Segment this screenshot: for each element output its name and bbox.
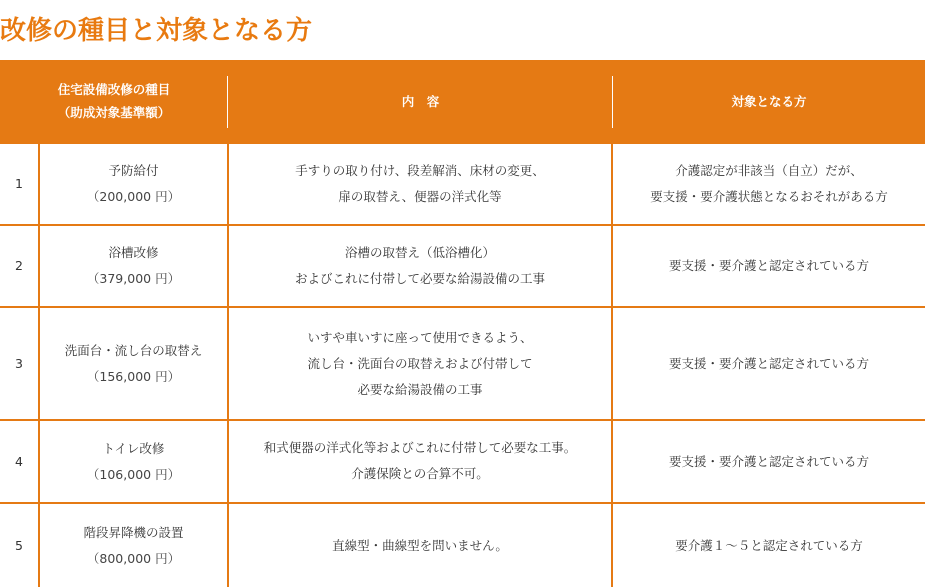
row-kind-name: 浴槽改修	[108, 245, 159, 260]
table-row	[0, 504, 925, 587]
row-target-line: 要支援・要介護状態となるおそれがある方	[650, 189, 888, 204]
row-kind	[40, 421, 227, 502]
row-number	[0, 226, 38, 306]
row-content	[229, 308, 611, 419]
table-row	[0, 144, 925, 224]
row-kind-name: 予防給付	[108, 163, 159, 178]
row-target-line: 介護認定が非該当（自立）だが、	[675, 163, 863, 178]
header-kind-line1: 住宅設備改修の種目	[57, 82, 171, 97]
row-target	[613, 144, 925, 224]
table-header	[0, 60, 925, 142]
row-kind	[40, 504, 227, 587]
row-content-line: 手すりの取り付け、段差解消、床材の変更、	[295, 163, 545, 178]
table-row	[0, 226, 925, 306]
row-target	[613, 421, 925, 502]
row-content	[229, 144, 611, 224]
row-number-text: 4	[15, 453, 23, 469]
renovation-table	[0, 60, 925, 587]
row-target	[613, 226, 925, 306]
header-content-label: 内 容	[401, 93, 440, 109]
row-number	[0, 421, 38, 502]
page-title: 改修の種目と対象となる方	[0, 16, 313, 46]
row-target-line: 要介護１～５と認定されている方	[675, 537, 863, 553]
row-kind	[40, 308, 227, 419]
row-content-line: 流し台・洗面台の取替えおよび付帯して	[307, 355, 533, 371]
row-kind-price: （800,000 円）	[86, 550, 181, 566]
row-kind-price: （156,000 円）	[86, 368, 181, 384]
table-row	[0, 308, 925, 419]
row-target-line: 要支援・要介護と認定されている方	[668, 453, 869, 469]
row-kind	[40, 144, 227, 224]
table-row	[0, 421, 925, 502]
row-kind-name: 階段昇降機の設置	[83, 524, 184, 540]
row-kind-name: 洗面台・流し台の取替え	[64, 342, 203, 358]
row-kind-price: （106,000 円）	[86, 466, 181, 482]
row-number-text: 3	[15, 355, 23, 371]
row-kind-price: （200,000 円）	[86, 189, 181, 204]
row-target-line: 要支援・要介護と認定されている方	[668, 355, 869, 371]
row-content-line: 必要な給湯設備の工事	[357, 381, 483, 397]
row-target-line: 要支援・要介護と認定されている方	[668, 258, 869, 273]
row-content-line: およびこれに付帯して必要な給湯設備の工事	[294, 271, 545, 286]
row-content-line: 介護保険との合算不可。	[351, 466, 489, 481]
row-content-line: 和式便器の洋式化等およびこれに付帯して必要な工事。	[263, 440, 577, 455]
row-content-line: 直線型・曲線型を問いません。	[332, 537, 508, 553]
row-content-line: 浴槽の取替え（低浴槽化）	[344, 245, 495, 260]
row-number-text: 5	[15, 537, 23, 553]
header-target	[613, 60, 925, 142]
row-content	[229, 421, 611, 502]
row-kind	[40, 226, 227, 306]
row-content-line: 扉の取替え、便器の洋式化等	[338, 189, 502, 204]
header-target-label: 対象となる方	[731, 93, 807, 109]
row-content	[229, 504, 611, 587]
row-content	[229, 226, 611, 306]
row-number	[0, 144, 38, 224]
row-number	[0, 308, 38, 419]
row-number	[0, 504, 38, 587]
row-number-text: 1	[15, 176, 23, 191]
row-number-text: 2	[15, 258, 23, 273]
header-kind	[0, 60, 228, 142]
row-kind-name: トイレ改修	[102, 440, 165, 456]
header-content	[228, 60, 613, 142]
header-kind-line2: （助成対象基準額）	[57, 105, 171, 120]
row-content-line: いすや車いすに座って使用できるよう、	[307, 329, 533, 345]
row-kind-price: （379,000 円）	[86, 271, 181, 286]
row-target	[613, 308, 925, 419]
row-target	[613, 504, 925, 587]
